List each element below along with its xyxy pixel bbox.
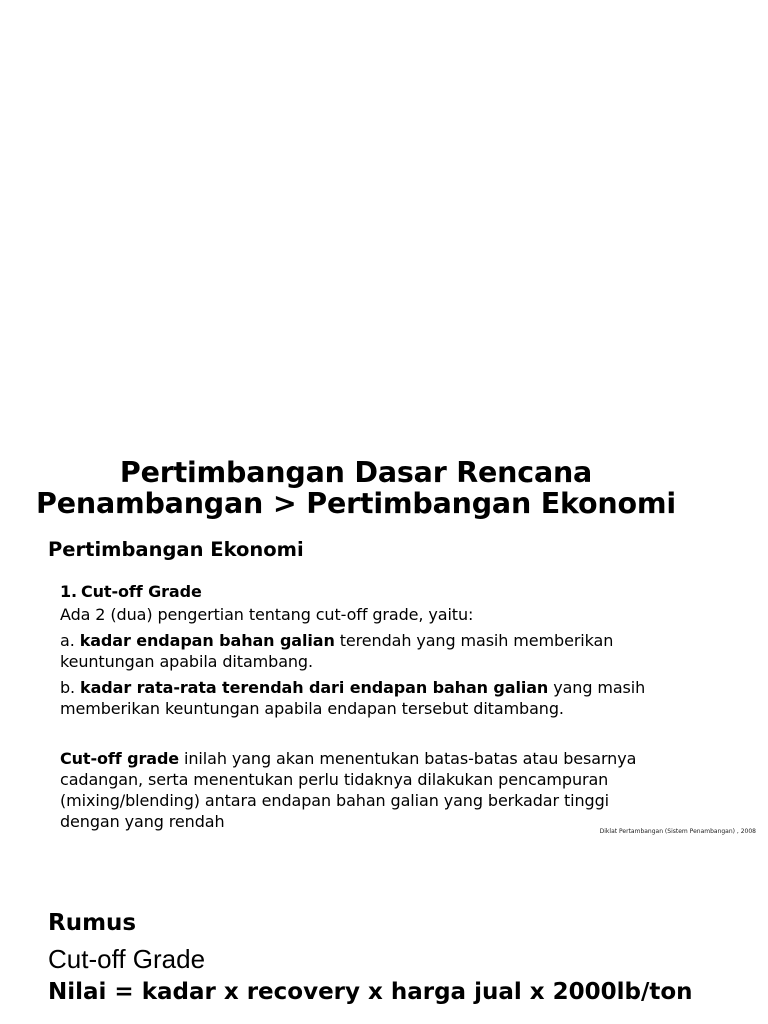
cutoff-paragraph-line-2: cadangan, serta menentukan perlu tidaknya dilakukan pencampuran — [60, 770, 609, 789]
definition-b-rest: yang masih — [548, 678, 646, 697]
definition-b-line-1 — [60, 677, 760, 698]
citation: Diklat Pertambangan (Sistem Penambangan) , 2008 — [599, 828, 756, 835]
slide-title — [0, 457, 712, 519]
definition-a-rest: terendah yang masih memberikan — [334, 631, 614, 650]
cutoff-paragraph — [60, 748, 760, 832]
definition-a-line-1 — [60, 630, 760, 651]
definition-b-bold: kadar rata-rata terendah dari endapan bahan galian — [80, 678, 549, 697]
cutoff-paragraph-rest: inilah yang akan menentukan batas-batas atau besarnya — [179, 749, 637, 768]
definition-a-prefix: a. — [60, 631, 80, 650]
formula-heading: Rumus — [48, 910, 137, 936]
slide-subtitle: Pertimbangan Ekonomi — [48, 538, 304, 561]
formula-label: Cut-off Grade — [48, 944, 206, 974]
cutoff-paragraph-line-4: dengan yang rendah — [60, 812, 225, 831]
cutoff-paragraph-bold: Cut-off grade — [60, 749, 180, 768]
definition-a-bold: kadar endapan bahan galian — [79, 631, 335, 650]
slide-title-line-1: Pertimbangan Dasar Rencana — [119, 456, 593, 489]
definition-a-line-2: keuntungan apabila ditambang. — [60, 652, 313, 671]
definition-a — [60, 630, 760, 672]
definition-b — [60, 677, 760, 719]
cutoff-paragraph-line-3: (mixing/blending) antara endapan bahan galian yang berkadar tinggi — [60, 791, 609, 810]
slide-title-line-2: Penambangan > Pertimbangan Ekonomi — [36, 487, 676, 520]
formula-expression: Nilai = kadar x recovery x harga jual x 2000lb/ton — [48, 979, 693, 1005]
item-number: 1. — [60, 582, 78, 601]
item-intro: Ada 2 (dua) pengertian tentang cut-off grade, yaitu: — [60, 605, 474, 624]
definition-b-line-2: memberikan keuntungan apabila endapan tersebut ditambang. — [60, 699, 564, 718]
item-heading-text: Cut-off Grade — [81, 582, 202, 601]
item-heading — [60, 581, 760, 602]
cutoff-paragraph-line-1 — [60, 748, 760, 769]
definition-b-prefix: b. — [60, 678, 81, 697]
